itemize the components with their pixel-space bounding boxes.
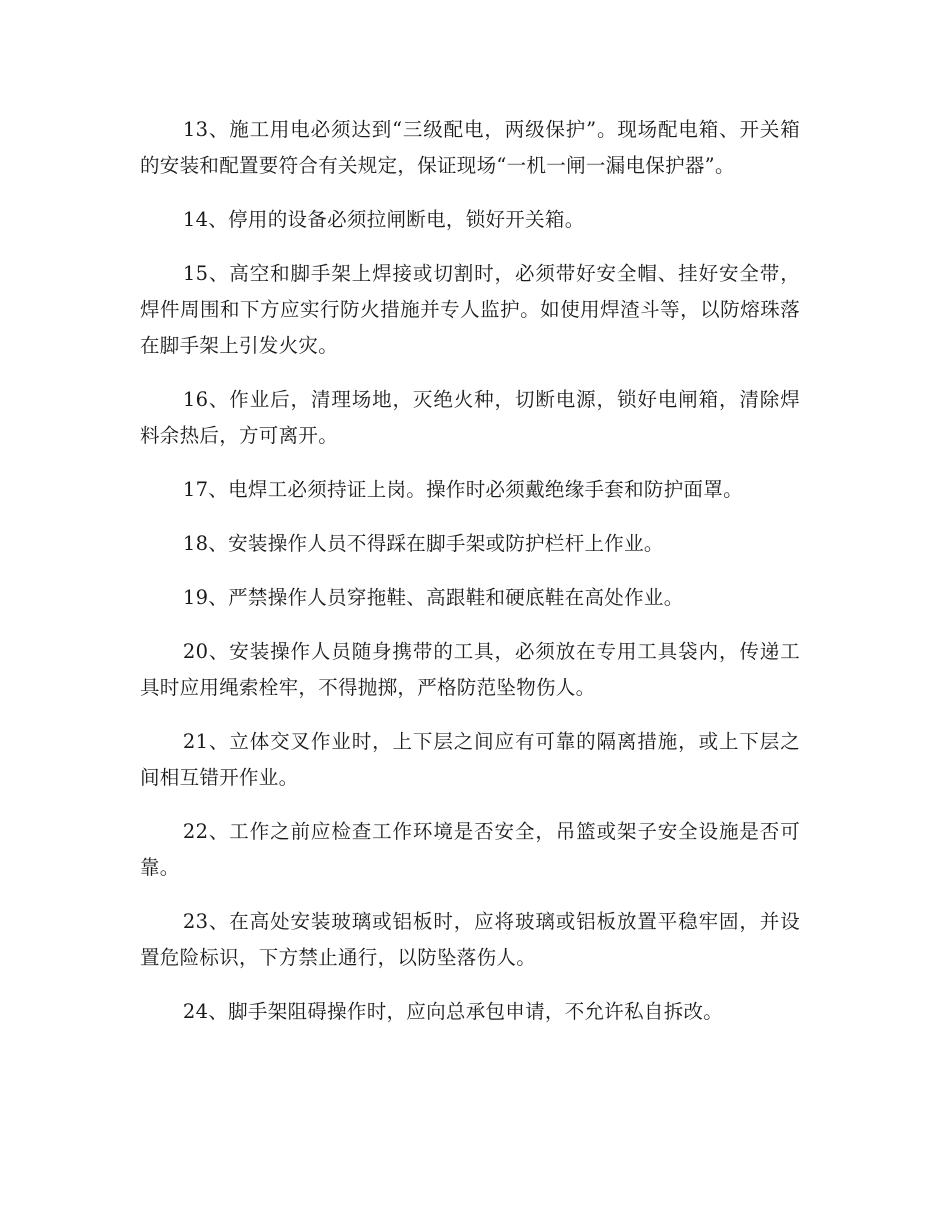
document-page xyxy=(140,112,800,1048)
paragraph-14: 14、停用的设备必须拉闸断电，锁好开关箱。 xyxy=(182,208,585,231)
paragraph-22: 22、工作之前应检查工作环境是否安全，吊篮或架子安全设施是否可靠。 xyxy=(140,820,800,879)
paragraph-17: 17、电焊工必须持证上岗。操作时必须戴绝缘手套和防护面罩。 xyxy=(182,478,743,501)
paragraph-15: 15、高空和脚手架上焊接或切割时，必须带好安全帽、挂好安全带，焊件周围和下方应实行防火措施并专人监护。如使用焊渣斗等，以防熔珠落在脚手架上引发火灾。 xyxy=(140,262,800,357)
paragraph-23: 23、在高处安装玻璃或铝板时，应将玻璃或铝板放置平稳牢固，并设置危险标识，下方禁止通行，以防坠落伤人。 xyxy=(140,910,800,969)
paragraph-24: 24、脚手架阻碍操作时，应向总承包申请，不允许私自拆改。 xyxy=(182,1000,724,1023)
paragraph-19: 19、严禁操作人员穿拖鞋、高跟鞋和硬底鞋在高处作业。 xyxy=(182,586,684,609)
paragraph-16: 16、作业后，清理场地，灭绝火种，切断电源，锁好电闸箱，清除焊料余热后，方可离开。 xyxy=(140,388,800,447)
paragraph-18: 18、安装操作人员不得踩在脚手架或防护栏杆上作业。 xyxy=(182,532,664,555)
paragraph-13: 13、施工用电必须达到“三级配电，两级保护”。现场配电箱、开关箱的安装和配置要符合有关规定，保证现场“一机一闸一漏电保护器”。 xyxy=(140,118,800,177)
paragraph-21: 21、立体交叉作业时，上下层之间应有可靠的隔离措施，或上下层之间相互错开作业。 xyxy=(140,730,800,789)
paragraph-20: 20、安装操作人员随身携带的工具，必须放在专用工具袋内，传递工具时应用绳索栓牢，不得抛掷，严格防范坠物伤人。 xyxy=(140,640,800,699)
